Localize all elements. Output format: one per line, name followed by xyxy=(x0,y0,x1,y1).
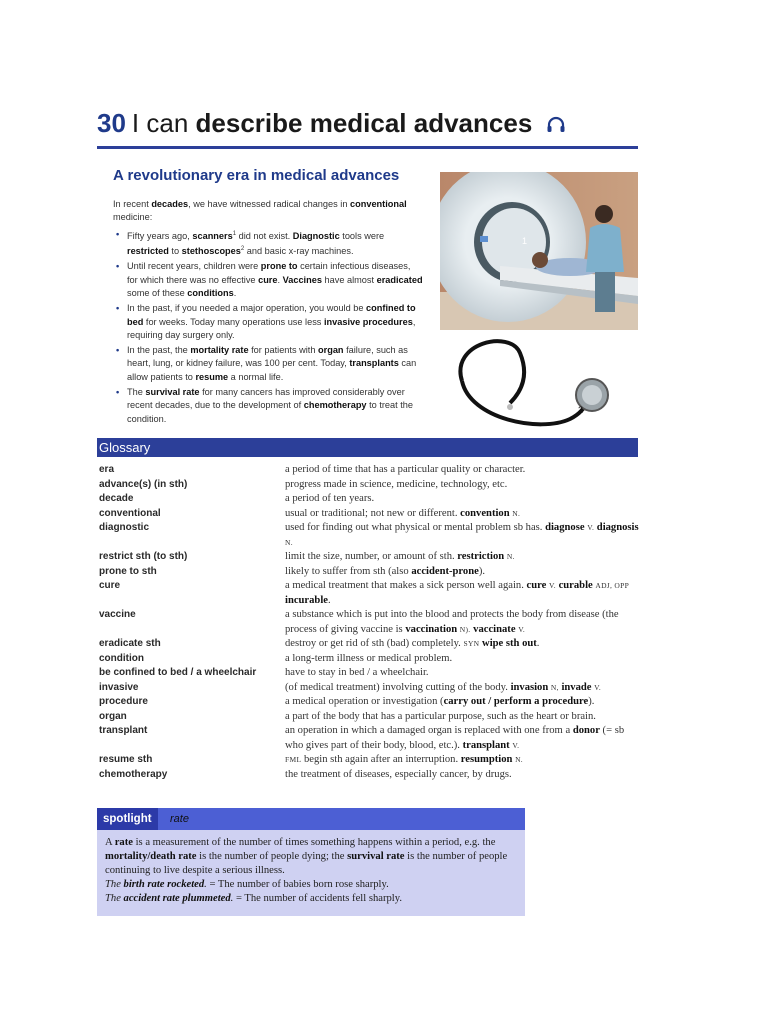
glossary-definition: have to stay in bed / a wheelchair. xyxy=(285,667,429,678)
spotlight-example-2: The accident rate plummeted. = The number of accidents fell sharply. xyxy=(105,893,402,904)
glossary-row xyxy=(99,550,644,565)
glossary-row xyxy=(99,710,644,725)
glossary-row xyxy=(99,768,644,783)
title-lead: I can xyxy=(131,108,189,138)
glossary-definition: used for finding out what physical or mental problem sb has. diagnose V. diagnosis N. xyxy=(285,522,639,547)
spotlight-topic: rate xyxy=(170,813,189,825)
glossary-term: eradicate sth xyxy=(99,638,161,649)
glossary-definition: likely to suffer from sth (also accident-prone). xyxy=(285,565,485,577)
glossary-row xyxy=(99,637,644,652)
list-item: • In the past, the mortality rate for patients with organ failure, such as heart, lung, or kidney failure, was 100 per cent. Today, transplants can allow patients to resume a normal life. xyxy=(116,345,417,382)
glossary-definition: usual or traditional; not new or different. convention N. xyxy=(285,507,521,519)
spotlight-box xyxy=(97,808,525,916)
page-title xyxy=(97,106,638,142)
glossary-term: diagnostic xyxy=(99,522,150,533)
glossary-definition: progress made in science, medicine, technology, etc. xyxy=(285,478,508,490)
glossary-title: Glossary xyxy=(97,438,638,457)
spotlight-paragraph: A rate is a measurement of the number of times something happens within a period, e.g. the mortality/death rate is the number of people dying; the survival rate is the number of people continuing to live despite a serious illness. xyxy=(105,837,508,876)
mri-scanner-photo xyxy=(440,172,638,330)
glossary-term: restrict sth (to sth) xyxy=(99,551,188,562)
glossary-row xyxy=(99,492,644,507)
glossary-row xyxy=(99,666,644,681)
glossary-term: cure xyxy=(99,580,121,591)
spotlight-body xyxy=(97,830,525,906)
glossary-definition: (of medical treatment) involving cutting of the body. invasion N, invade V. xyxy=(285,681,602,693)
glossary-list xyxy=(99,463,644,782)
spotlight-example-1: The birth rate rocketed. = The number of babies born rose sharply. xyxy=(105,879,389,890)
glossary-definition: an operation in which a damaged organ is replaced with one from a donor (= sb who gives part of their body, blood, etc.). transplant V. xyxy=(285,725,625,751)
glossary-row xyxy=(99,681,644,696)
glossary-definition: a part of the body that has a particular purpose, such as the heart or brain. xyxy=(285,710,596,722)
title-rule xyxy=(97,146,638,149)
glossary-term: resume sth xyxy=(99,754,153,765)
title-main: describe medical advances xyxy=(195,108,533,138)
section-heading: A revolutionary era in medical advances xyxy=(113,167,400,184)
glossary-definition: the treatment of diseases, especially cancer, by drugs. xyxy=(285,768,512,780)
glossary-term: organ xyxy=(99,710,127,722)
glossary-row xyxy=(99,695,644,710)
glossary-row xyxy=(99,652,644,667)
intro-section xyxy=(113,166,423,428)
spotlight-header xyxy=(97,808,525,830)
stethoscope-photo xyxy=(440,333,638,433)
page-header xyxy=(97,106,638,149)
glossary-row xyxy=(99,579,644,608)
glossary-row xyxy=(99,753,644,768)
glossary-term: prone to sth xyxy=(99,565,157,577)
glossary-row xyxy=(99,463,644,478)
glossary-definition: a medical treatment that makes a sick person well again. cure V. curable ADJ, OPP incurable. xyxy=(285,580,630,606)
glossary-row xyxy=(99,724,644,753)
glossary-definition: a long-term illness or medical problem. xyxy=(285,652,453,664)
list-item: • The survival rate for many cancers has improved considerably over recent decades, due to the development of chemotherapy to treat the condition. xyxy=(116,386,414,424)
glossary-row xyxy=(99,507,644,522)
unit-number: 30 xyxy=(97,108,126,138)
glossary-term: condition xyxy=(99,652,144,664)
glossary-term: be confined to bed / a wheelchair xyxy=(99,667,257,678)
photo-label-1: 1 xyxy=(522,236,528,246)
glossary-definition: FML begin sth again after an interruption. resumption N. xyxy=(285,754,523,765)
list-item: • In the past, if you needed a major operation, you would be confined to bed for weeks. Today many operations use less invasive procedures, requiring day surgery only. xyxy=(116,303,416,340)
glossary-term: transplant xyxy=(99,725,148,736)
intro-paragraph: In recent decades, we have witnessed radical changes in conventional medicine: xyxy=(113,199,407,223)
headphones-icon[interactable] xyxy=(546,108,566,142)
glossary-definition: limit the size, number, or amount of sth. restriction N. xyxy=(285,551,515,562)
glossary-term: invasive xyxy=(99,681,139,693)
glossary-term: chemotherapy xyxy=(99,768,168,780)
glossary-definition: a period of time that has a particular quality or character. xyxy=(285,464,526,475)
list-item: • Fifty years ago, scanners$^1$ did not exist. Diagnostic tools were restricted to stethoscopes$^2$ and basic x-ray machines. xyxy=(116,228,385,257)
glossary-term: advance(s) (in sth) xyxy=(99,478,188,490)
glossary-term: vaccine xyxy=(99,609,136,620)
spotlight-label: spotlight xyxy=(97,808,158,830)
glossary-row xyxy=(99,565,644,580)
glossary-term: era xyxy=(99,464,115,475)
glossary-term: decade xyxy=(99,493,134,504)
glossary-term: conventional xyxy=(99,507,161,519)
glossary-definition: destroy or get rid of sth (bad) completely. SYN wipe sth out. xyxy=(285,638,540,649)
glossary-definition: a medical operation or investigation (carry out / perform a procedure). xyxy=(285,696,595,707)
bullet-list xyxy=(113,228,423,426)
glossary-row xyxy=(99,478,644,493)
glossary-term: procedure xyxy=(99,696,148,707)
glossary-definition: a period of ten years. xyxy=(285,493,375,504)
glossary-definition: a substance which is put into the blood and protects the body from disease (the process of giving vaccine is vaccination N). vaccinate V. xyxy=(285,609,619,635)
photo-label-2: 2 xyxy=(578,405,584,415)
list-item: • Until recent years, children were prone to certain infectious diseases, for which there was no effective cure. Vaccines have almost eradicated some of these conditions. xyxy=(116,261,423,298)
glossary-row xyxy=(99,608,644,637)
glossary-row xyxy=(99,521,644,550)
